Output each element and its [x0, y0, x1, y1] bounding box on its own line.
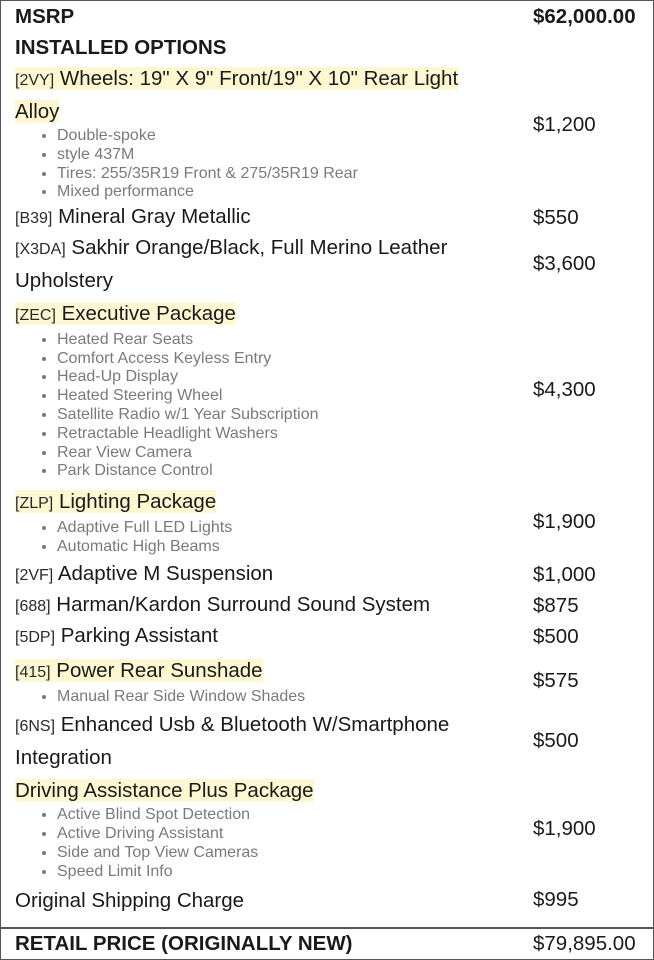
- option-price: $500: [533, 729, 579, 752]
- feature-item: • Manual Rear Side Window Shades: [57, 688, 533, 707]
- option-name-continued: Alloy: [15, 99, 60, 123]
- msrp-label: MSRP: [15, 4, 75, 28]
- option-row-usb-bluetooth: [1, 709, 653, 773]
- option-row-driving-assistance: [1, 773, 653, 884]
- option-row-parking-assistant: [1, 621, 653, 652]
- option-price: $3,600: [533, 252, 596, 275]
- feature-list: [15, 331, 533, 481]
- option-name: Sakhir Orange/Black, Full Merino Leather: [71, 236, 448, 259]
- option-name: Parking Assistant: [60, 624, 218, 647]
- feature-item: • style 437M: [57, 146, 533, 165]
- option-price: $4,300: [533, 377, 596, 401]
- option-code: [5DP]: [15, 629, 56, 646]
- option-row-lighting-package: [1, 484, 653, 559]
- option-price: $1,000: [533, 562, 596, 586]
- option-name: Lighting Package: [58, 490, 217, 514]
- feature-item: • Side and Top View Cameras: [57, 844, 533, 863]
- option-code: [B39]: [15, 210, 53, 227]
- option-name: Executive Package: [61, 301, 236, 325]
- option-row-sound-system: [1, 590, 653, 621]
- msrp-price: $62,000.00: [533, 4, 636, 28]
- option-name: Adaptive M Suspension: [57, 562, 274, 585]
- feature-list: [15, 688, 533, 707]
- option-row-suspension: [1, 559, 653, 590]
- option-code: [ZEC]: [15, 306, 56, 324]
- option-row-wheels: [1, 63, 653, 202]
- feature-item: • Double-spoke: [57, 127, 533, 146]
- feature-item: • Speed Limit Info: [57, 863, 533, 882]
- option-price: $500: [533, 624, 579, 648]
- option-code: [ZLP]: [15, 495, 54, 513]
- option-code: [2VY]: [15, 71, 55, 89]
- option-row-sunshade: [1, 652, 653, 709]
- feature-item: • Comfort Access Keyless Entry: [57, 350, 533, 369]
- option-code: [6NS]: [15, 718, 56, 735]
- feature-item: • Active Driving Assistant: [57, 825, 533, 844]
- option-name: Power Rear Sunshade: [56, 658, 263, 682]
- installed-options-header-row: [1, 32, 653, 63]
- feature-item: • Active Blind Spot Detection: [57, 806, 533, 825]
- feature-item: • Adaptive Full LED Lights: [57, 519, 533, 538]
- option-price: $1,900: [533, 816, 596, 840]
- feature-item: • Park Distance Control: [57, 462, 533, 481]
- retail-price-label: RETAIL PRICE (ORIGINALLY NEW): [15, 932, 353, 955]
- feature-item: • Tires: 255/35R19 Front & 275/35R19 Rear: [57, 165, 533, 184]
- retail-price-row: [1, 929, 653, 959]
- feature-list: [15, 519, 533, 557]
- option-code: [X3DA]: [15, 241, 66, 258]
- option-name: Harman/Kardon Surround Sound System: [56, 593, 431, 616]
- option-price: $875: [533, 593, 579, 617]
- option-name: Driving Assistance Plus Package: [15, 779, 314, 803]
- feature-item: • Mixed performance: [57, 183, 533, 202]
- feature-item: • Heated Rear Seats: [57, 331, 533, 350]
- option-name: Enhanced Usb & Bluetooth W/Smartphone: [60, 713, 450, 736]
- feature-item: • Automatic High Beams: [57, 538, 533, 557]
- feature-item: • Retractable Headlight Washers: [57, 425, 533, 444]
- feature-list: [15, 806, 533, 881]
- shipping-row: [1, 884, 653, 916]
- option-row-executive-package: [1, 295, 653, 484]
- shipping-label: Original Shipping Charge: [15, 888, 245, 912]
- option-price: $1,200: [533, 113, 596, 136]
- option-name: Mineral Gray Metallic: [58, 205, 251, 228]
- installed-options-header: INSTALLED OPTIONS: [15, 35, 227, 59]
- shipping-price: $995: [533, 888, 579, 911]
- feature-item: • Heated Steering Wheel: [57, 387, 533, 406]
- option-price: $575: [533, 668, 579, 692]
- feature-list: [15, 127, 533, 202]
- option-price: $1,900: [533, 509, 596, 533]
- feature-item: • Rear View Camera: [57, 444, 533, 463]
- option-name-continued: Upholstery: [15, 269, 113, 292]
- option-code: [2VF]: [15, 567, 54, 584]
- option-row-paint: [1, 202, 653, 233]
- option-code: [688]: [15, 598, 51, 615]
- option-name-continued: Integration: [15, 746, 112, 769]
- msrp-row: [1, 1, 653, 32]
- retail-price-value: $79,895.00: [533, 932, 636, 955]
- option-price: $550: [533, 205, 579, 229]
- option-name: Wheels: 19" X 9" Front/19" X 10" Rear Light: [59, 66, 459, 90]
- feature-item: • Satellite Radio w/1 Year Subscription: [57, 406, 533, 425]
- feature-item: • Head-Up Display: [57, 368, 533, 387]
- option-row-upholstery: [1, 233, 653, 295]
- option-code: [415]: [15, 663, 51, 681]
